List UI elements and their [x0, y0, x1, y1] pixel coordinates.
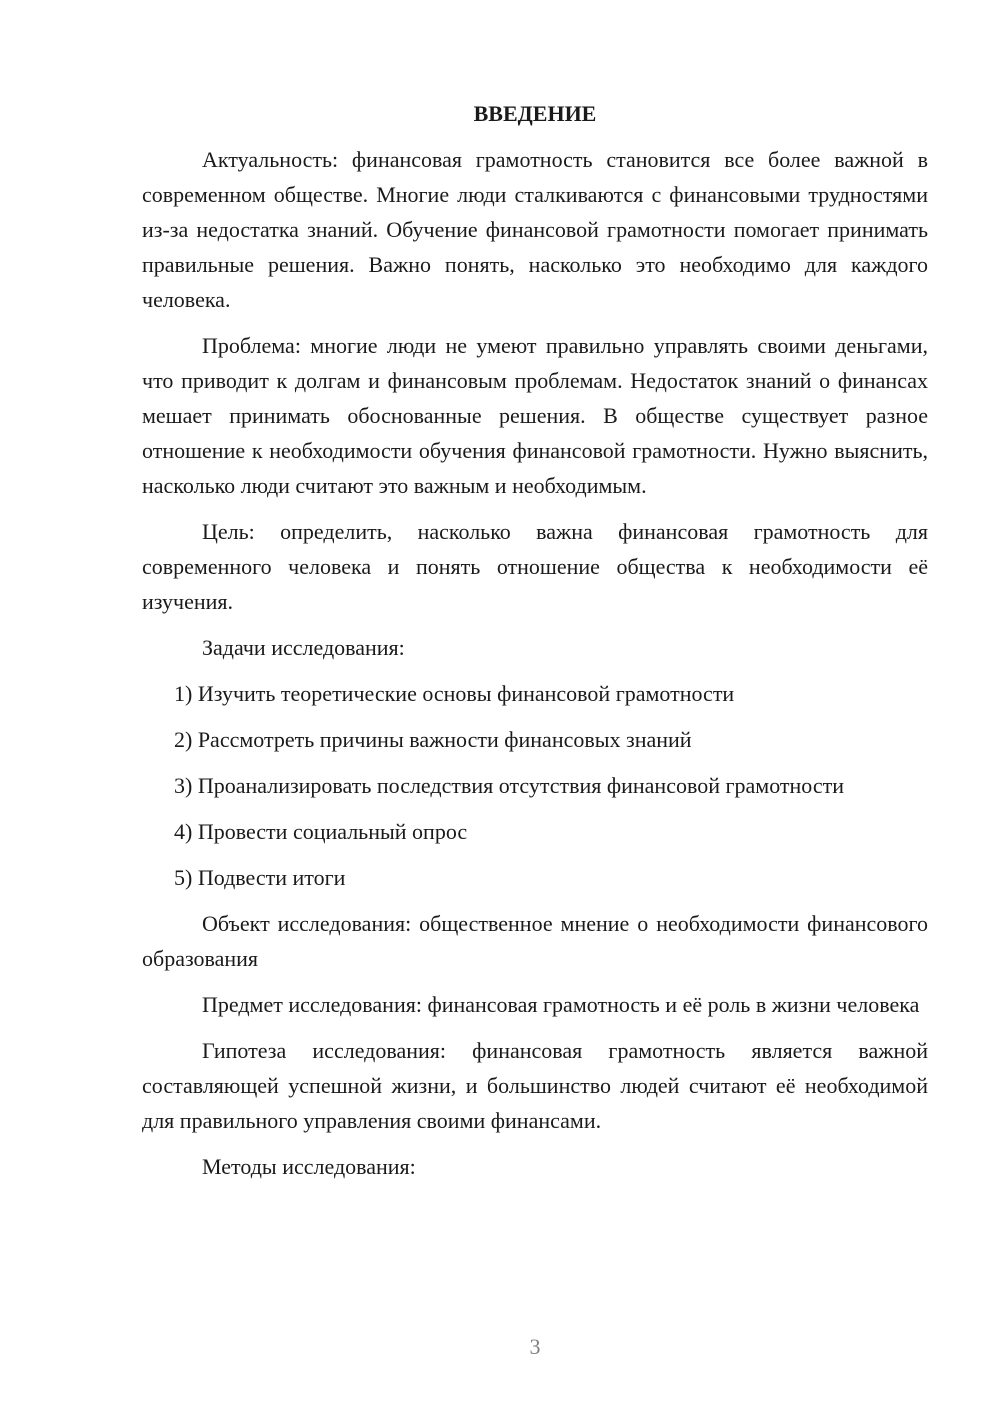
tasks-list — [142, 676, 928, 895]
tasks-heading: Задачи исследования: — [202, 635, 405, 660]
paragraph-object: Объект исследования: общественное мнение о необходимости финансового образования — [142, 911, 928, 971]
paragraph-subject: Предмет исследования: финансовая грамотность и её роль в жизни человека — [202, 992, 920, 1017]
list-item: 3) Проанализировать последствия отсутствия финансовой грамотности — [174, 773, 844, 798]
page-title: ВВЕДЕНИЕ — [473, 101, 597, 126]
paragraph-problem: Проблема: многие люди не умеют правильно управлять своими деньгами, что приводит к долгам и финансовым проблемам. Недостаток знаний о финансах мешает принимать обоснованные решения. В обществе существует разное отношение к необходимости обучения финансовой грамотности. Нужно выяснить, насколько люди считают это важным и необходимым. — [142, 333, 928, 498]
list-item: 1) Изучить теоретические основы финансовой грамотности — [174, 681, 735, 706]
paragraph-relevance: Актуальность: финансовая грамотность становится все более важной в современном обществе. Многие люди сталкиваются с финансовыми трудностями из-за недостатка знаний. Обучение финансовой грамотности помогает принимать правильные решения. Важно понять, насколько это необходимо для каждого человека. — [142, 147, 928, 312]
page-number: 3 — [529, 1334, 541, 1359]
paragraph-hypothesis: Гипотеза исследования: финансовая грамотность является важной составляющей успешной жизни, и большинство людей считают её необходимой для правильного управления своими финансами. — [142, 1038, 928, 1133]
list-item: 4) Провести социальный опрос — [174, 819, 468, 844]
list-item: 5) Подвести итоги — [174, 865, 346, 890]
page-content — [142, 96, 928, 1195]
methods-heading: Методы исследования: — [202, 1154, 416, 1179]
list-item: 2) Рассмотреть причины важности финансовых знаний — [174, 727, 692, 752]
paragraph-goal: Цель: определить, насколько важна финансовая грамотность для современного человека и понять отношение общества к необходимости её изучения. — [142, 519, 928, 614]
